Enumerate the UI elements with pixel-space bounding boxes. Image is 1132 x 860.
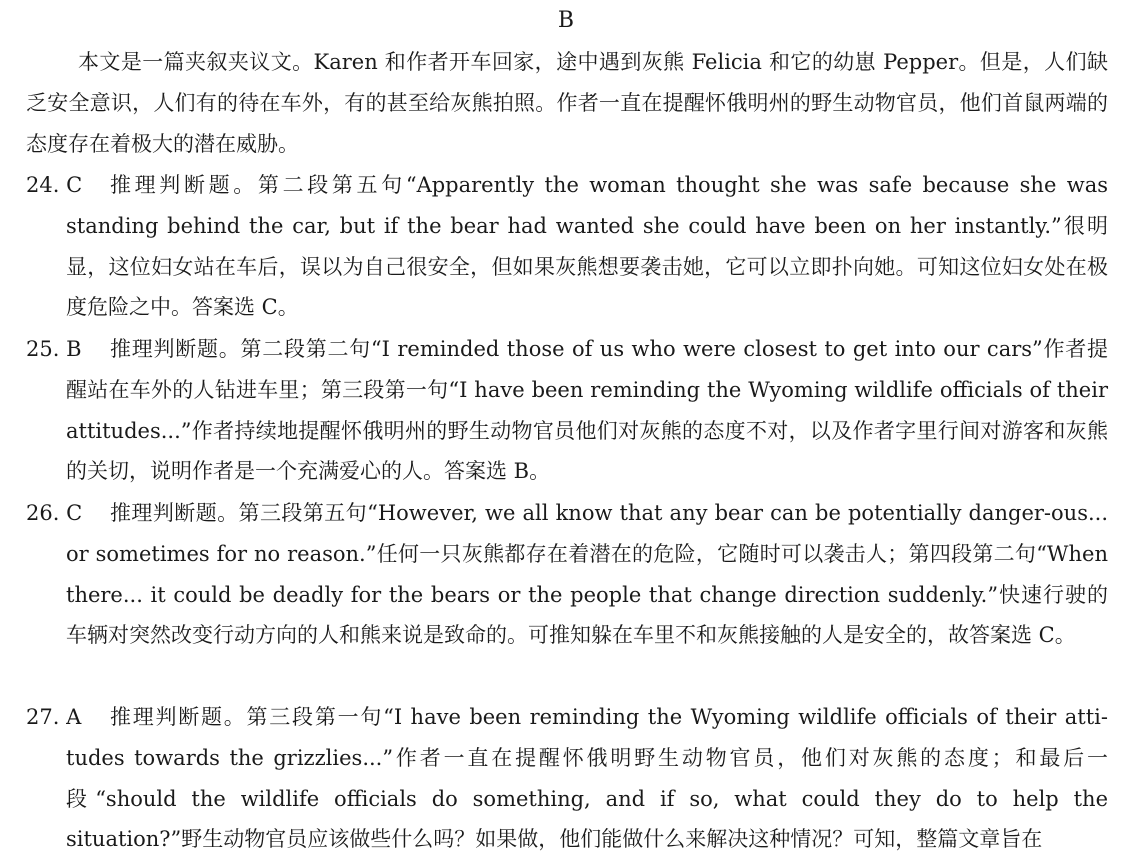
answer-explanation: 推理判断题。第三段第一句“I have been reminding the Wyoming wildlife officials of their atti-tudes towards the grizzlies...”作者一直在提醒怀俄明野生动物官员，他们对灰熊的态度；和最后一段“should the wildlife officials do something, and if so, what could they do to help the situation?”野生动物官员应该做些什么吗？如果做，他们能做什么来解决这种情况？可知，整篇文章旨在	[66, 705, 1108, 852]
answer-explanation: 推理判断题。第二段第二句“I reminded those of us who were closest to get into our cars”作者提醒站在车外的人钻进车里；第三段第一句“I have been reminding the Wyoming wildlife officials of their attitudes...”作者持续地提醒怀俄明州的野生动物官员他们对灰熊的态度不对，以及作者字里行间对游客和灰熊的关切，说明作者是一个充满爱心的人。答案选 B。	[66, 337, 1108, 484]
passage-summary: 本文是一篇夹叙夹议文。Karen 和作者开车回家，途中遇到灰熊 Felicia 和它的幼崽 Pepper。但是，人们缺乏安全意识，人们有的待在车外，有的甚至给灰熊拍照。作者一直在提醒怀俄明州的野生动物官员，他们首鼠两端的态度存在着极大的潜在威胁。	[26, 50, 1108, 156]
answer-explanation: 推理判断题。第三段第五句“However, we all know that any bear can be potentially danger-ous... or sometimes for no reason.”任何一只灰熊都存在着潜在的危险，它随时可以袭击人；第四段第二句“When there... it could be deadly for the bears or the people that change direction suddenly.”快速行驶的车辆对突然改变行动方向的人和熊来说是致命的。可推知躲在车里不和灰熊接触的人是安全的，故答案选 C。	[66, 501, 1108, 648]
answer-explanation: 推理判断题。第二段第五句“Apparently the woman thought she was safe because she was standing behind the car, but if the bear had wanted she could have been on her instantly.”很明显，这位妇女站在车后，误以为自己很安全，但如果灰熊想要袭击她，它可以立即扑向她。可知这位妇女处在极度危险之中。答案选 C。	[66, 173, 1108, 320]
question-number: 26. C	[26, 501, 83, 525]
question-number: 25. B	[26, 337, 82, 361]
question-number: 27. A	[26, 705, 82, 729]
question-number: 24. C	[26, 173, 83, 197]
section-title: B	[557, 8, 575, 33]
